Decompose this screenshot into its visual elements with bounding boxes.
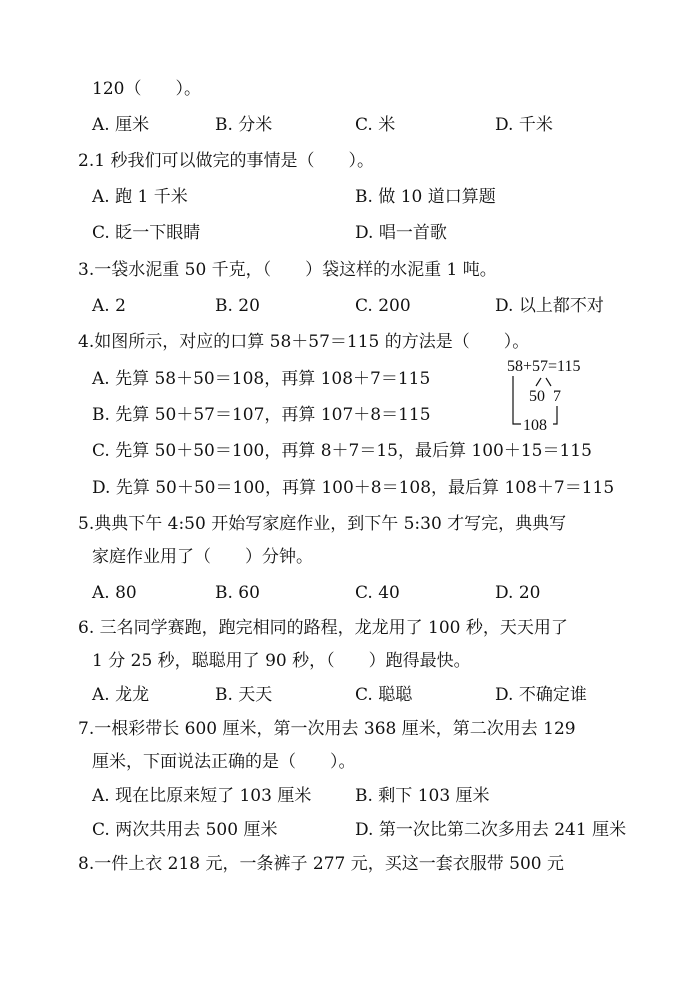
q1-option-a: A. 厘米 bbox=[92, 115, 150, 135]
q3-option-b: B. 20 bbox=[215, 296, 260, 316]
q5-option-a: A. 80 bbox=[92, 583, 137, 603]
q5-stem-line2: 家庭作业用了（ ）分钟。 bbox=[92, 547, 313, 567]
q7-stem-line2: 厘米，下面说法正确的是（ ）。 bbox=[92, 752, 356, 772]
diagram-branch-right bbox=[546, 378, 551, 386]
diagram-bottom-result: 108 bbox=[523, 417, 547, 434]
q3-option-a: A. 2 bbox=[92, 296, 126, 316]
q6-option-b: B. 天天 bbox=[215, 685, 273, 705]
q5-option-d: D. 20 bbox=[495, 583, 541, 603]
q3-option-d: D. 以上都不对 bbox=[495, 296, 604, 316]
q4-option-a: A. 先算 58＋50＝108，再算 108＋7＝115 bbox=[92, 369, 431, 389]
diagram-branch-left bbox=[536, 378, 541, 386]
q3-option-c: C. 200 bbox=[355, 296, 411, 316]
q6-stem-line2: 1 分 25 秒，聪聪用了 90 秒，（ ）跑得最快。 bbox=[92, 651, 471, 671]
q2-option-d: D. 唱一首歌 bbox=[355, 223, 447, 243]
q8-stem: 8.一件上衣 218 元，一条裤子 277 元，买这一套衣服带 500 元 bbox=[78, 854, 564, 874]
q7-option-a: A. 现在比原来短了 103 厘米 bbox=[92, 786, 312, 806]
q6-stem-line1: 6. 三名同学赛跑，跑完相同的路程，龙龙用了 100 秒，天天用了 bbox=[78, 618, 568, 638]
q6-option-d: D. 不确定谁 bbox=[495, 685, 587, 705]
q3-stem: 3.一袋水泥重 50 千克，（ ）袋这样的水泥重 1 吨。 bbox=[78, 260, 497, 280]
q2-option-a: A. 跑 1 千米 bbox=[92, 187, 188, 207]
q1-option-b: B. 分米 bbox=[215, 115, 273, 135]
q4-stem: 4.如图所示，对应的口算 58＋57＝115 的方法是（ ）。 bbox=[78, 332, 530, 352]
q4-option-c: C. 先算 50＋50＝100，再算 8＋7＝15，最后算 100＋15＝115 bbox=[92, 441, 592, 461]
q5-stem-line1: 5.典典下午 4:50 开始写家庭作业，到下午 5:30 才写完，典典写 bbox=[78, 514, 567, 534]
q6-option-a: A. 龙龙 bbox=[92, 685, 150, 705]
diagram-left-part: 50 bbox=[529, 388, 545, 405]
q7-option-c: C. 两次共用去 500 厘米 bbox=[92, 820, 278, 840]
diagram-right-part: 7 bbox=[553, 388, 561, 405]
q7-option-d: D. 第一次比第二次多用去 241 厘米 bbox=[355, 820, 627, 840]
calculation-diagram bbox=[503, 356, 629, 438]
q5-option-b: B. 60 bbox=[215, 583, 260, 603]
diagram-equation: 58+57=115 bbox=[507, 358, 581, 375]
q1-option-d: D. 千米 bbox=[495, 115, 553, 135]
q1-option-c: C. 米 bbox=[355, 115, 396, 135]
q1-stem-tail: 120（ ）。 bbox=[92, 79, 201, 99]
q2-option-b: B. 做 10 道口算题 bbox=[355, 187, 496, 207]
diagram-left-bracket bbox=[513, 376, 521, 424]
q4-option-d: D. 先算 50＋50＝100，再算 100＋8＝108，最后算 108＋7＝115 bbox=[92, 478, 615, 498]
q6-option-c: C. 聪聪 bbox=[355, 685, 413, 705]
q7-option-b: B. 剩下 103 厘米 bbox=[355, 786, 490, 806]
q4-option-b: B. 先算 50＋57＝107，再算 107＋8＝115 bbox=[92, 405, 431, 425]
diagram-right-bracket bbox=[553, 406, 557, 424]
q7-stem-line1: 7.一根彩带长 600 厘米，第一次用去 368 厘米，第二次用去 129 bbox=[78, 719, 576, 739]
q5-option-c: C. 40 bbox=[355, 583, 400, 603]
q2-stem: 2.1 秒我们可以做完的事情是（ ）。 bbox=[78, 151, 374, 171]
q2-option-c: C. 眨一下眼睛 bbox=[92, 223, 201, 243]
